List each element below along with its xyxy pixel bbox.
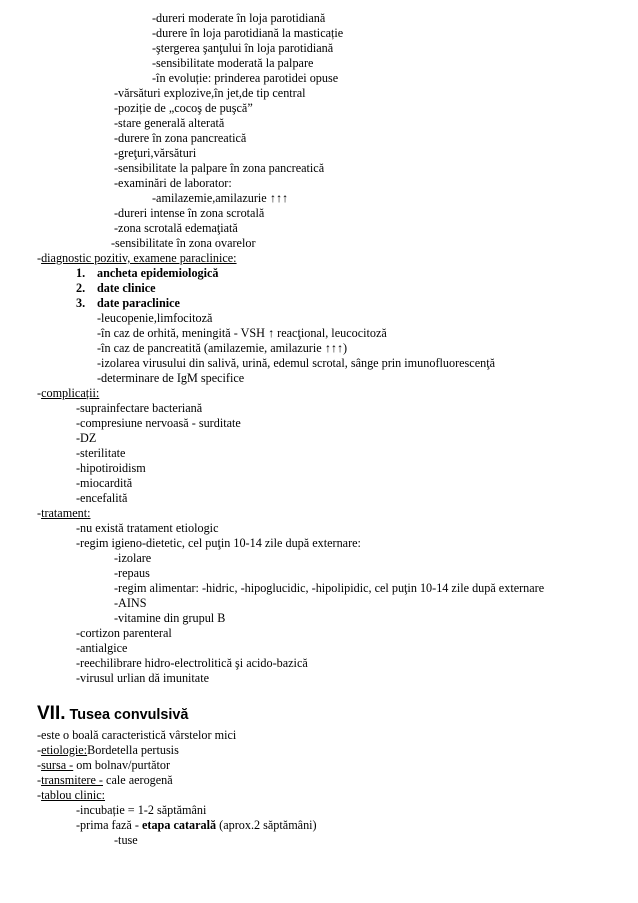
text-line: -regim alimentar: -hidric, -hipoglucidic, -hipolipidic, cel puţin 10-14 zile după externare <box>114 581 545 595</box>
text-line: -dureri intense în zona scrotală <box>114 206 265 220</box>
item-number: 3. <box>76 296 86 310</box>
text-line: -vitamine din grupul B <box>114 611 226 625</box>
text-line: -în evoluție: prinderea parotidei opuse <box>152 71 339 85</box>
section-number: VII. <box>37 703 66 724</box>
text-line: -stare generală alterată <box>114 116 225 130</box>
text-line: -sterilitate <box>76 446 126 460</box>
clinical-heading <box>0 788 638 803</box>
source-text: om bolnav/purtător <box>73 757 171 772</box>
text-line: -ştergerea şanţului în loja parotidiană <box>152 41 334 55</box>
first-phase-prefix: -prima fază - <box>76 817 142 832</box>
text-line: -encefalită <box>76 491 128 505</box>
text-line: -greţuri,vărsături <box>114 146 197 160</box>
text-line: -amilazemie,amilazurie ↑↑↑ <box>152 191 289 205</box>
transmission-line <box>0 773 638 788</box>
first-phase-line <box>0 818 638 833</box>
text-line: -reechilibrare hidro-electrolitică şi acido-bazică <box>76 656 308 670</box>
text-line: -incubație = 1-2 săptămâni <box>76 802 207 817</box>
etiology-line <box>0 743 638 758</box>
section-heading <box>0 702 638 726</box>
source-label: sursa - <box>41 757 74 772</box>
first-phase-duration: (aprox.2 săptămâni) <box>216 817 317 832</box>
text-line: -compresiune nervoasă - surditate <box>76 416 241 430</box>
text-line: -antialgice <box>76 641 128 655</box>
diagnosis-label: diagnostic pozitiv, examene paraclinice: <box>41 251 237 265</box>
dash: - <box>37 787 42 802</box>
transmission-label: transmitere - <box>41 772 103 787</box>
text-line: -durere în zona pancreatică <box>114 131 247 145</box>
text-line: -durere în loja parotidiană la masticație <box>152 26 344 40</box>
text-line: -miocardită <box>76 476 133 490</box>
text-line: -sensibilitate moderată la palpare <box>152 56 314 70</box>
complications-heading <box>0 386 638 401</box>
text-line: -este o boală caracteristică vârstelor mici <box>37 727 237 742</box>
text-line: -dureri moderate în loja parotidiană <box>152 11 326 25</box>
text-line: -în caz de pancreatită (amilazemie, amilazurie ↑↑↑) <box>97 341 348 355</box>
dash: - <box>37 251 42 265</box>
text-line: -regim igieno-dietetic, cel puţin 10-14 zile după externare: <box>76 536 361 550</box>
item-text: date paraclinice <box>97 296 180 310</box>
first-phase-name: etapa catarală <box>141 817 217 832</box>
numbered-item <box>0 296 638 311</box>
text-line: -vărsături explozive,în jet,de tip central <box>114 86 306 100</box>
text-line: -examinări de laborator: <box>114 176 232 190</box>
complications-label: complicații: <box>41 386 100 400</box>
text-line: -AINS <box>114 596 147 610</box>
item-text: date clinice <box>97 281 156 295</box>
text-line: -în caz de orhită, meningită - VSH ↑ reacţional, leucocitoză <box>97 326 387 340</box>
text-line: -repaus <box>114 566 150 580</box>
section-title: Tusea convulsivă <box>69 707 189 723</box>
etiology-label: etiologie: <box>41 742 88 757</box>
text-line: -sensibilitate la palpare în zona pancreatică <box>114 161 325 175</box>
text-line: -virusul urlian dă imunitate <box>76 671 210 685</box>
source-line <box>0 758 638 773</box>
text-line: -izolarea virusului din salivă, urină, edemul scrotal, sânge prin imunofluorescenţă <box>97 356 495 370</box>
dash: - <box>37 506 42 520</box>
treatment-label: tratament: <box>41 506 91 520</box>
text-line: -suprainfectare bacteriană <box>76 401 203 415</box>
text-line: -tuse <box>114 832 138 847</box>
text-line: -cortizon parenteral <box>76 626 172 640</box>
item-text: ancheta epidemiologică <box>97 266 219 280</box>
dash: - <box>37 742 42 757</box>
clinical-label: tablou clinic: <box>41 787 106 802</box>
text-line: -zona scrotală edemaţiată <box>114 221 238 235</box>
text-line: -nu există tratament etiologic <box>76 521 219 535</box>
diagnosis-heading <box>0 251 638 266</box>
transmission-text: cale aerogenă <box>103 772 173 787</box>
etiology-text: Bordetella pertusis <box>87 742 179 757</box>
treatment-heading <box>0 506 638 521</box>
text-line: -determinare de IgM specifice <box>97 371 245 385</box>
text-line: -poziție de „cocoş de puşcă” <box>114 101 253 115</box>
text-line: -DZ <box>76 431 97 445</box>
dash: - <box>37 386 42 400</box>
numbered-item <box>0 266 638 281</box>
text-line: -hipotiroidism <box>76 461 146 475</box>
item-number: 2. <box>76 281 86 295</box>
text-line: -leucopenie,limfocitoză <box>97 311 213 325</box>
item-number: 1. <box>76 266 86 280</box>
text-line: -sensibilitate în zona ovarelor <box>111 236 256 250</box>
numbered-item <box>0 281 638 296</box>
text-line: -izolare <box>114 551 152 565</box>
dash: - <box>37 772 42 787</box>
dash: - <box>37 757 42 772</box>
